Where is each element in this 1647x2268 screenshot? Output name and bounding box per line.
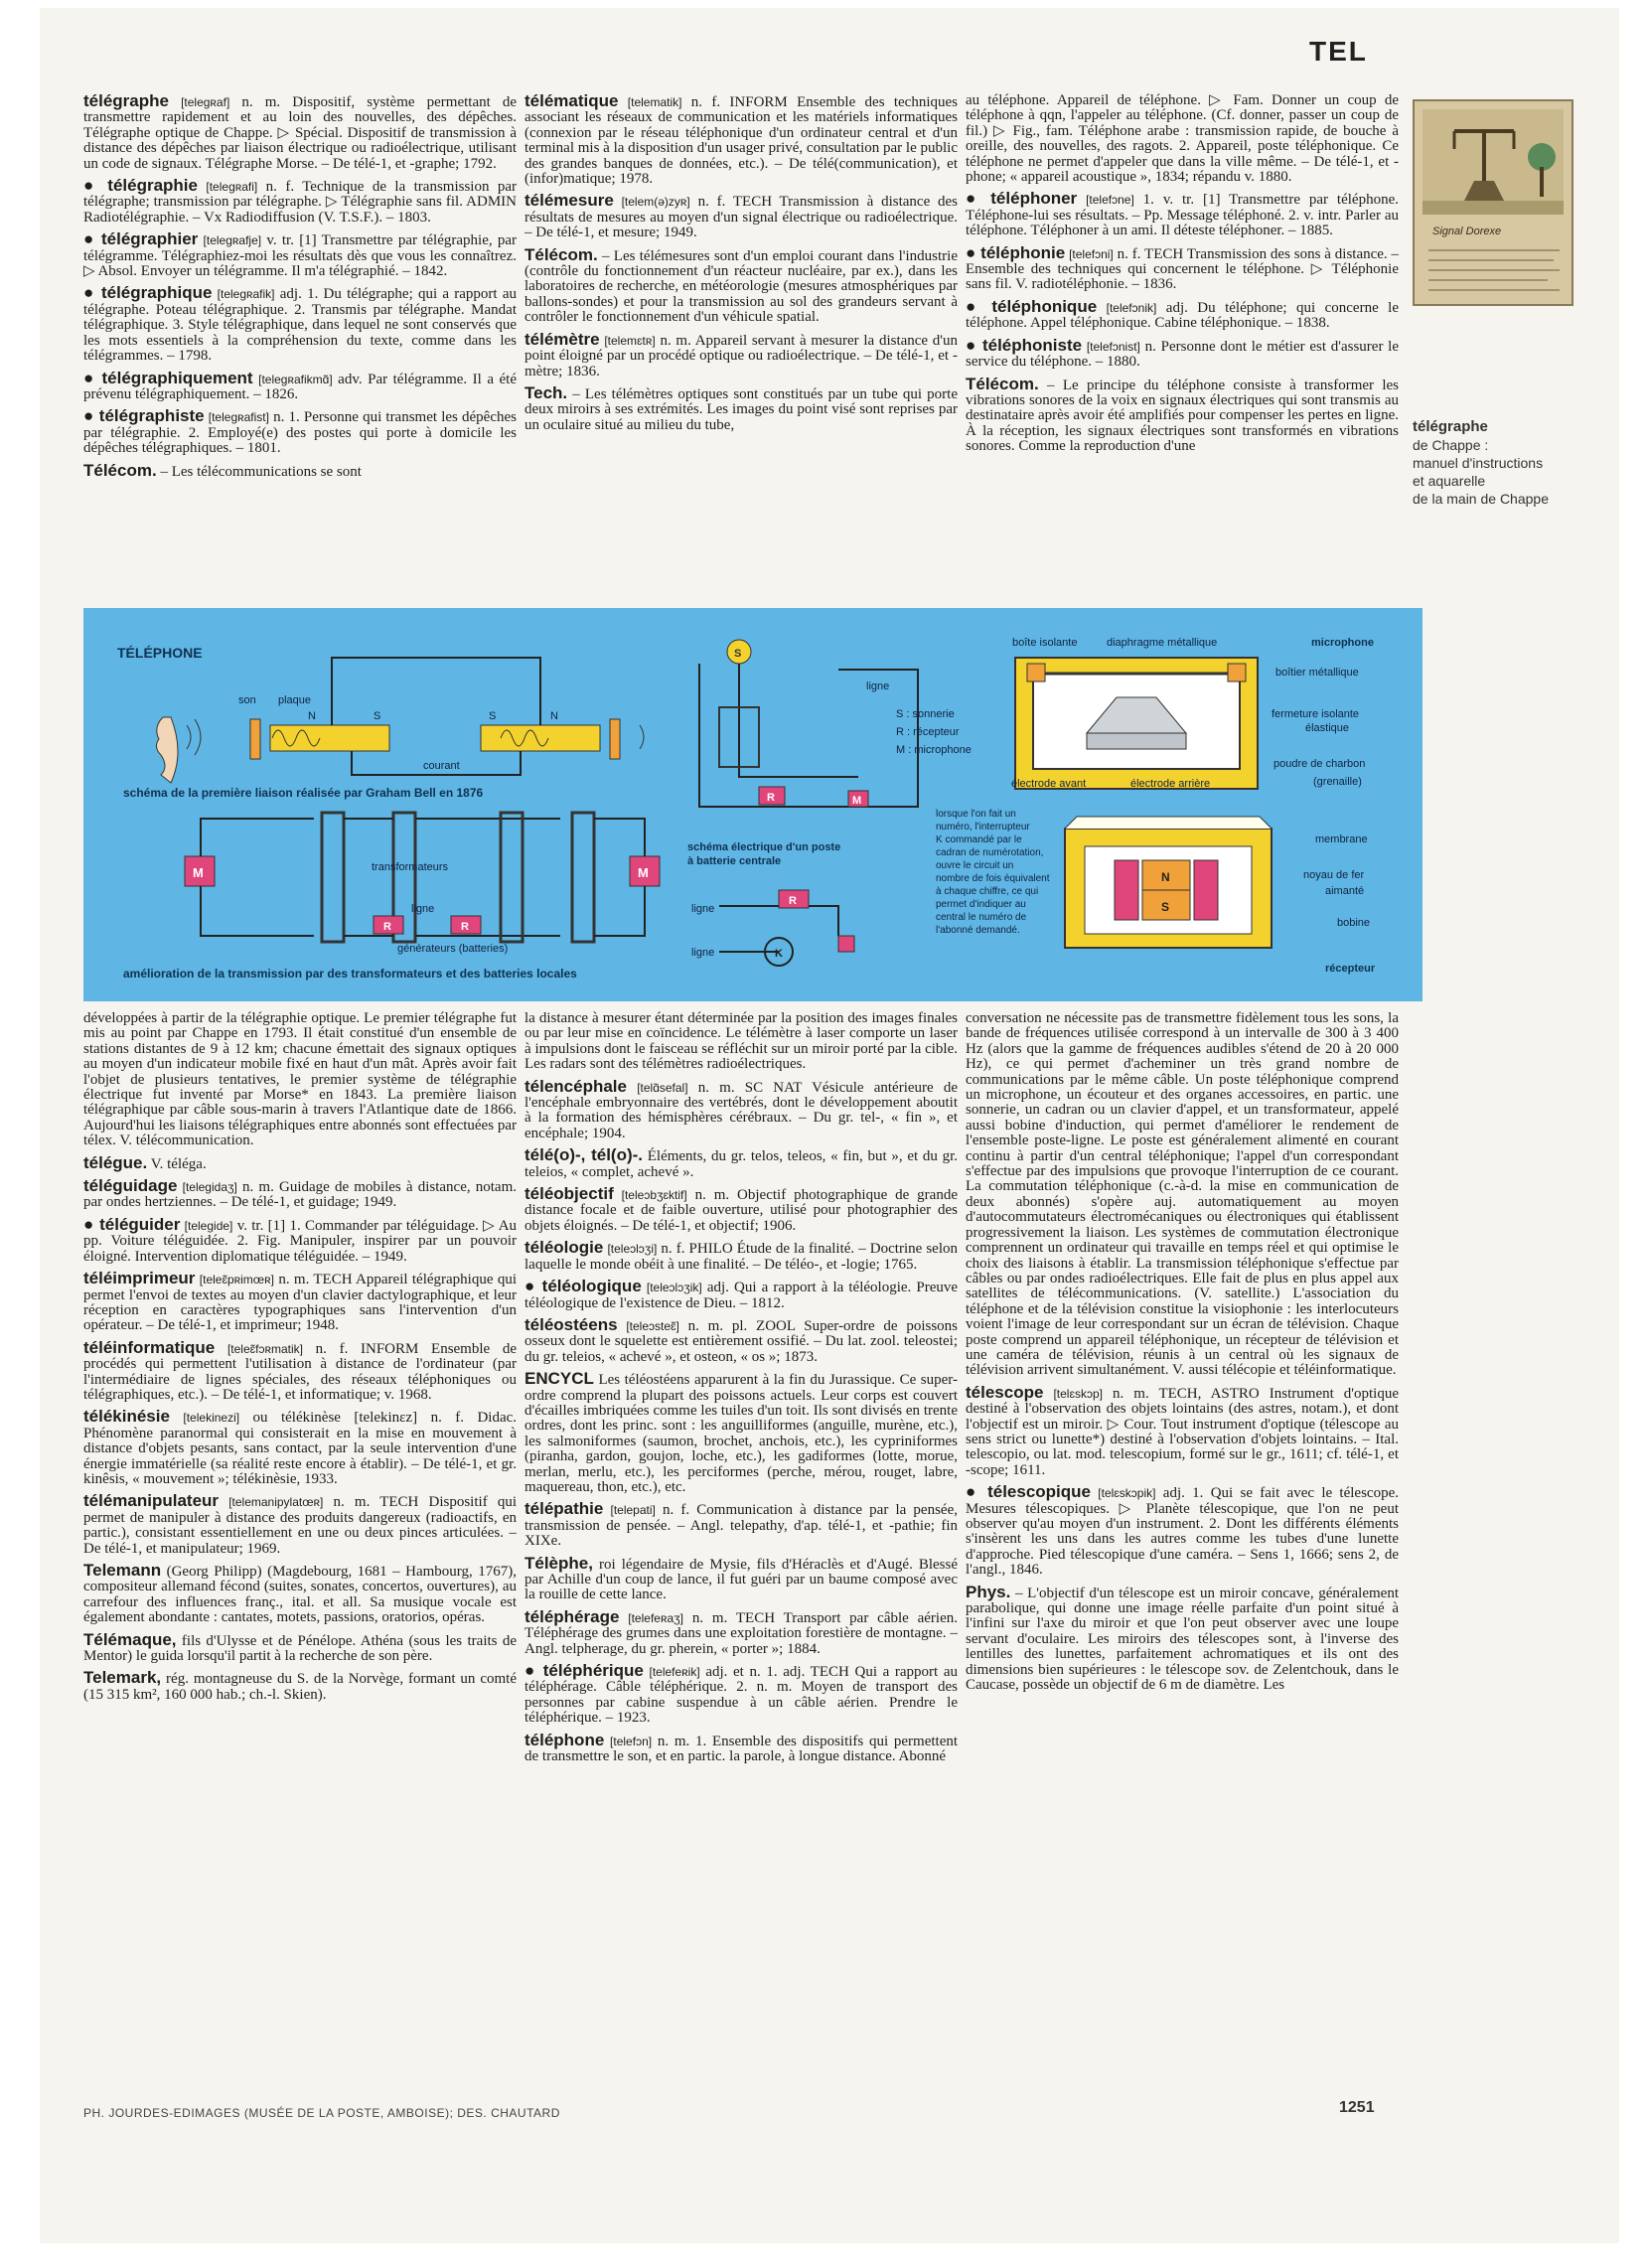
entry-headword: ● télégraphie: [83, 176, 198, 196]
entry-headword: téléostéens: [524, 1314, 618, 1334]
dictionary-entry: [83, 1152, 517, 1172]
entry-definition: – Le principe du téléphone consiste à transformer les vibrations sonores de la voix en signaux électriques qui sont transmis au destinataire après avoir été amplifiés pour compenser les pertes en ligne. À la réception, les signaux électriques sont transformés en vibrations sonores. Comme la reproduction d'une: [966, 377, 1399, 455]
mic-right: M: [638, 865, 649, 880]
dictionary-entry: [524, 1371, 958, 1495]
entry-definition: n. f. Technique de la transmission par télégraphe; transmission par télégraphe. ▷ Télégraphie sans fil. ADMIN Radiotélégraphie. – Vx Radiodiffusion (V. T.S.F.). – 1803.: [83, 179, 517, 226]
dictionary-entry: [524, 1076, 958, 1142]
entry-definition: n. m. Objectif photographique de grande distance focale et de faible ouverture, utilisé pour photographier des objets éloignés. – De télé-1, et objectif; 1906.: [524, 1187, 958, 1234]
text-column-5: [524, 1011, 958, 2064]
entry-headword: Phys.: [966, 1582, 1011, 1601]
label-fermeture-1: fermeture isolante: [1272, 708, 1360, 720]
text-column-6: [966, 1011, 1399, 2064]
entry-headword: ● télescopique: [966, 1482, 1091, 1502]
entry-headword: télégue.: [83, 1152, 148, 1172]
entry-definition: adj. 1. Qui se fait avec le télescope. Mesures télescopiques. ▷ Planète télescopique, que l'on ne peut observer qu'au moyen d'un instrument. 2. Dont les différents éléments s'insèrent les uns dans les autres comme les tubes d'une lunette d'approche. Pied télescopique d'une caméra. – Sens 1, 1666; sens 2, de l'angl., 1846.: [966, 1485, 1399, 1579]
caption-bell: schéma de la première liaison réalisée par Graham Bell en 1876: [123, 786, 484, 800]
label-electrode-arriere: électrode arrière: [1130, 778, 1211, 790]
text-column-4: [83, 1011, 517, 2064]
label-s1: S: [374, 710, 381, 722]
legend-r: R : récepteur: [896, 726, 960, 738]
label-recepteur: récepteur: [1325, 963, 1376, 975]
caption-central: schéma électrique d'un poste à batterie centrale: [687, 841, 841, 867]
entry-phonetic: [teleɛ̃fɔʀmatik]: [226, 1341, 303, 1356]
dictionary-entry: [524, 1314, 958, 1365]
label-n1: N: [308, 710, 316, 722]
entry-headword: téléimprimeur: [83, 1269, 196, 1288]
label-poudre-2: (grenaille): [1313, 776, 1362, 788]
entry-headword: téléologie: [524, 1238, 604, 1258]
dictionary-entry: [83, 1178, 517, 1211]
legend-m: M : microphone: [896, 744, 972, 756]
entry-definition: Les téléostéens apparurent à la fin du Jurassique. Ce super-ordre comprend la plupart des poissons actuels. Leur corps est couvert d'écailles imbriquées comme les tuiles d'un toit. Ils sont divisés en trente ordres, dont les princ. sont : les anguilliformes (anguille, murène, etc.), les salmoniformes (saumon, brochet, anchois, etc.), les cypriniformes (piranha, gardon, goujon, loche, etc.), les gadiformes (lotte, morue, merlan, merlu, etc.), les perciformes (perche, mérou, rouget, labre, maquereau, thon, etc.), etc.: [524, 1372, 958, 1495]
entry-headword: téléobjectif: [524, 1184, 614, 1204]
entry-definition: la distance à mesurer étant déterminée par la position des images finales ou par leur mise en coïncidence. Le télémètre à laser comporte un laser à impulsions dont le faisceau se réfléchit sur un miroir porté par la cible. Les radars sont des télémètres radioélectriques.: [524, 1011, 958, 1073]
entry-definition: – Les télécommunications se sont: [160, 463, 362, 480]
running-head: TEL: [1309, 36, 1368, 67]
entry-headword: téléguidage: [83, 1176, 178, 1196]
switch-k: K: [775, 948, 783, 960]
entry-definition: (Georg Philipp) (Magdebourg, 1681 – Hambourg, 1767), compositeur allemand fécond (suites, sonates, concertos, ouvertures), au carrefour des influences franç., ital. et all. Sa musique vocale est également abondante : cantates, motets, passions, oratorios, opéras.: [83, 1564, 517, 1626]
dictionary-entry: [966, 374, 1399, 455]
entry-definition: adj. 1. Du télégraphe; qui a rapport au télégraphe. Poteau télégraphique. 2. Transmis par télégraphe. Mandat télégraphique. 3. Style télégraphique, dans lequel ne sont conservés que les mots essentiels à la compréhension du texte, comme dans les télégrammes. – 1798.: [83, 286, 517, 365]
text-column-1: [83, 93, 517, 600]
entry-headword: Télécom.: [83, 460, 157, 480]
dictionary-entry: [83, 1409, 517, 1487]
entry-headword: Télémaque,: [83, 1629, 177, 1649]
entry-phonetic: [telefeʀik]: [649, 1665, 700, 1680]
caption-line: manuel d'instructions: [1413, 455, 1544, 471]
dictionary-entry: [524, 1186, 958, 1234]
dictionary-entry: [83, 285, 517, 364]
receiver-mid-2: R: [789, 895, 797, 907]
dictionary-entry: [524, 193, 958, 240]
label-fermeture-2: élastique: [1305, 722, 1350, 734]
telephone-diagram: [83, 608, 1422, 1001]
entry-definition: n. m. TECH Dispositif qui permet de manipuler à distance des produits dangereux (radioactifs, en partic.), consistant essentiellement en une ou deux pinces articulées. – De télé-1, et manipulateur; 1969.: [83, 1494, 517, 1557]
entry-phonetic: [telɑ̃sefal]: [637, 1080, 688, 1095]
entry-definition: adj. Qui a rapport à la téléologie. Preuve téléologique de l'existence de Dieu. – 1812.: [524, 1280, 958, 1311]
dictionary-entry: [83, 1563, 517, 1626]
entry-definition: au téléphone. Appareil de téléphone. ▷ Fam. Donner un coup de téléphone à qqn, l'appeler au téléphone. (Cf. donner, passer un coup de fil.) ▷ Fig., fam. Téléphone arabe : transmission rapide, de bouche à oreille, des nouvelles, des ragots. 2. Appareil, poste téléphonique. Ce téléphone ne permet d'appeler que dans la ville même. – De télé-1, et -phone; « appareil acoustique », 1834; répandu v. 1880.: [966, 93, 1399, 186]
label-electrode-avant: électrode avant: [1011, 778, 1087, 790]
entry-headword: télé(o)-, tél(o)-.: [524, 1145, 644, 1165]
entry-phonetic: [telegʀafje]: [203, 233, 262, 248]
entry-headword: Télécom.: [966, 374, 1039, 393]
entry-headword: téléinformatique: [83, 1337, 216, 1357]
entry-phonetic: [telegʀaf]: [181, 95, 230, 109]
entry-headword: ● téléphérique: [524, 1661, 644, 1681]
dictionary-entry: [524, 1606, 958, 1657]
entry-definition: V. téléga.: [150, 1155, 207, 1172]
entry-definition: – L'objectif d'un télescope est un miroir concave, généralement parabolique, qui donne une image réelle parfaite d'un point situé à l'infini sur l'axe du miroir et que l'on peut observer avec une loupe servant d'oculaire. Les miroirs des télescopes sont, à l'inverse des lentilles des lunettes, parfaitement achromatiques et ils ont des dimensions bien supérieures : le télescope sov. de Zelentchouk, dans le Caucase, possède un objectif de 6 m de diamètre. Les: [966, 1585, 1399, 1694]
entry-headword: ● télégraphique: [83, 283, 213, 303]
entry-definition: adv. Par télégramme. Il a été prévenu télégraphiquement. – 1826.: [83, 371, 517, 402]
dictionary-page: [40, 8, 1619, 2243]
entry-phonetic: [telegʀafist]: [208, 410, 269, 425]
dictionary-entry: [524, 1011, 958, 1073]
dictionary-entry: [966, 93, 1399, 185]
label-ligne-mid: ligne: [866, 680, 890, 692]
caption-line: de Chappe :: [1413, 437, 1489, 453]
entry-definition: n. m. pl. ZOOL Super-ordre de poissons osseux dont le squelette est entièrement ossifié. – Du lat. zool. teleostei; du gr. teleios, « achevé », et osteon, « os »; 1873.: [524, 1317, 958, 1365]
entry-headword: Télécom.: [524, 244, 598, 264]
magnet-s: S: [1161, 900, 1170, 914]
entry-headword: ● téléologique: [524, 1277, 642, 1296]
entry-phonetic: [telegʀafikmɑ̃]: [258, 372, 333, 386]
dictionary-entry: [966, 242, 1399, 293]
entry-phonetic: [telefɔni]: [1069, 246, 1114, 261]
entry-phonetic: [telemanipylatœʀ]: [228, 1495, 324, 1510]
bell-s: S: [734, 648, 742, 660]
dictionary-entry: [966, 335, 1399, 371]
dictionary-entry: [966, 1484, 1399, 1578]
entry-phonetic: [teleɛ̃pʀimœʀ]: [199, 1273, 274, 1287]
entry-headword: téléphone: [524, 1730, 605, 1749]
entry-headword: télématique: [524, 93, 619, 110]
entry-definition: n. m. Appareil servant à mesurer la distance d'un point éloigné par un procédé optique ou radioélectrique. – De télé-1, et -mètre; 1836.: [524, 332, 958, 379]
caption-title: télégraphe: [1413, 418, 1488, 435]
label-bobine: bobine: [1337, 917, 1371, 929]
dictionary-entry: [83, 408, 517, 456]
mic-mid: M: [852, 795, 862, 807]
label-n2: N: [550, 710, 558, 722]
dictionary-entry: [83, 93, 517, 172]
entry-phonetic: [telegidaʒ]: [182, 1180, 237, 1195]
dictionary-entry: [524, 329, 958, 379]
dictionary-entry: [524, 1501, 958, 1549]
entry-headword: télémesure: [524, 191, 614, 211]
figure-caption: [1413, 417, 1601, 508]
dictionary-entry: [83, 1011, 517, 1149]
entry-definition: n. m. Guidage de mobiles à distance, notam. par ondes hertziennes. – De télé-1, et guidage; 1949.: [83, 1179, 517, 1211]
entry-definition: rég. montagneuse du S. de la Norvège, formant un comté (15 315 km², 160 000 hab.; ch.-l. Skien).: [83, 1671, 517, 1703]
entry-definition: n. m. Dispositif, système permettant de transmettre rapidement et au loin des nouvelles, des dépêches. Télégraphe optique de Chappe. ▷ Spécial. Dispositif de transmission à distance des dépêches par liaison électrique ou radioélectrique, utilisant un code de signaux. Télégraphe Morse. – De télé-1, et -graphe; 1792.: [83, 94, 517, 172]
entry-phonetic: [telɛskɔpik]: [1098, 1486, 1156, 1501]
entry-headword: ENCYCL: [524, 1369, 594, 1389]
dictionary-entry: [966, 1011, 1399, 1379]
entry-phonetic: [telepati]: [610, 1503, 656, 1518]
entry-definition: ou télékinèse [telekinɛz] n. f. Didac. Phénomène paranormal qui consisterait en la mise en mouvement à distance d'objets pesants, sans contact, par la seule intervention d'une énergie immatérielle (sa réalité reste encore à établir). – De télé-1, et gr. kinêsis, « mouvement »; télékinèsie, 1933.: [83, 1410, 517, 1487]
label-membrane: membrane: [1315, 833, 1368, 845]
dictionary-entry: [524, 1663, 958, 1727]
entry-definition: n. f. TECH Transmission à distance des résultats de mesures au moyen d'un signal électrique ou radioélectrique. – De télé-1, et mesure; 1949.: [524, 194, 958, 241]
diagram-title: TÉLÉPHONE: [117, 645, 203, 661]
receiver-left: R: [383, 921, 391, 933]
label-diaphragme: diaphragme métallique: [1107, 637, 1218, 649]
entry-phonetic: [telegʀafi]: [206, 180, 258, 195]
entry-definition: développées à partir de la télégraphie optique. Le premier télégraphe fut mis au point par Chappe en 1793. Il était constitué d'un ensemble de stations distantes de 9 à 12 km; chacune émettait des signaux optiques au moyen d'un indicateur mobile fixé en haut d'un mât. Après avoir fait l'objet de plusieurs tentatives, le premier système de télégraphie électrique fut inventé par Morse* en 1843. La première liaison télégraphique par câble sous-marin à travers l'Atlantique date de 1866. Aujourd'hui les liaisons télégraphiques entre abonnés sont effectuées par télex. V. télécommunication.: [83, 1011, 517, 1149]
label-boite: boîte isolante: [1012, 637, 1078, 649]
label-transformateurs: transformateurs: [372, 861, 449, 873]
entry-phonetic: [telefɔnik]: [1106, 300, 1157, 315]
dictionary-entry: [966, 1582, 1399, 1694]
text-column-3: [966, 93, 1399, 600]
entry-headword: Telemann: [83, 1561, 162, 1580]
entry-phonetic: [telefɔnist]: [1086, 339, 1140, 354]
entry-headword: ● téléphonie: [966, 242, 1066, 262]
receiver-mid: R: [767, 792, 775, 804]
dictionary-entry: [966, 191, 1399, 238]
label-noyau-2: aimanté: [1325, 885, 1365, 897]
label-son: son: [238, 694, 256, 706]
entry-headword: Tech.: [524, 382, 568, 402]
caption-line: de la main de Chappe: [1413, 491, 1549, 507]
entry-definition: n. f. PHILO Étude de la finalité. – Doctrine selon laquelle le monde obéit à une finalité. – De téléo-, et -logie; 1765.: [524, 1241, 958, 1273]
label-microphone: microphone: [1311, 637, 1374, 649]
dictionary-entry: [524, 1147, 958, 1180]
entry-phonetic: [telefeʀaʒ]: [628, 1610, 683, 1625]
dictionary-entry: [524, 382, 958, 433]
entry-phonetic: [telematik]: [627, 95, 682, 109]
entry-definition: n. m. TECH Transport par câble aérien. Téléphérage des grumes dans une exploitation forestière de montagne. – Angl. telpherage, du gr. pherein, « porter »; 1884.: [524, 1609, 958, 1657]
entry-definition: n. m. SC NAT Vésicule antérieure de l'encéphale embryonnaire des vertébrés, dont le développement aboutit à la formation des hémisphères cérébraux. – Du gr. tel-, « fin », et encéphale; 1904.: [524, 1079, 958, 1141]
label-ligne-b: ligne: [691, 947, 715, 959]
entry-headword: ● télégraphiste: [83, 406, 205, 426]
chappe-manuscript-image: [1413, 99, 1573, 306]
entry-headword: télencéphale: [524, 1076, 627, 1096]
entry-headword: télépathie: [524, 1499, 604, 1519]
dictionary-entry: [524, 1730, 958, 1765]
entry-definition: n. 1. Personne qui transmet les dépêches par télégraphie. 2. Employé(e) des postes qui porte à domicile les dépêches télégraphiques. – 1801.: [83, 409, 517, 457]
entry-phonetic: [telegʀafik]: [217, 287, 275, 302]
label-generateurs: générateurs (batteries): [397, 943, 509, 955]
entry-headword: ● téléphonique: [966, 296, 1098, 316]
text-column-2: [524, 93, 958, 600]
dictionary-entry: [83, 178, 517, 226]
entry-phonetic: [telefɔne]: [1086, 193, 1134, 208]
entry-phonetic: [telefɔn]: [610, 1734, 653, 1748]
entry-definition: n. m. TECH, ASTRO Instrument d'optique destiné à l'observation des objets lointains (des astres, notam.), et dont l'objectif est un miroir. ▷ Cour. Tout instrument d'optique (télescope au sens strict ou lunette*) destiné à l'observation d'objets lointains. – Ital. telescopio, ou lat. mod. telescopium, formé sur le gr., 1611; cf. télé-1, et -scope; 1611.: [966, 1385, 1399, 1478]
label-poudre-1: poudre de charbon: [1273, 758, 1366, 770]
label-ligne-a: ligne: [691, 903, 715, 915]
page-number: 1251: [1339, 2099, 1375, 2116]
entry-headword: ● téléphoner: [966, 189, 1078, 209]
dictionary-entry: [83, 231, 517, 279]
dictionary-entry: [83, 1337, 517, 1404]
label-noyau-1: noyau de fer: [1303, 869, 1365, 881]
receiver-right: R: [461, 921, 469, 933]
inscription: Signal Dorexe: [1432, 226, 1502, 237]
dictionary-entry: [83, 1629, 517, 1665]
entry-definition: – Les télémesures sont d'un emploi courant dans l'industrie (contrôle du fonctionnement d'un réacteur nucléaire, par ex.), dans les laboratoires de recherche, en météorologie (mesures atmosphériques par ballons-sondes) et pour la transmission au sol des grandeurs servant à contrôler le fonctionnement d'un véhicule spatial.: [524, 247, 958, 326]
entry-phonetic: [telegide]: [184, 1218, 233, 1233]
entry-definition: 1. v. tr. [1] Transmettre par téléphone. Téléphone-lui ses résultats. – Pp. Message téléphoné. 2. v. intr. Parler au téléphone. Téléphoner à un ami. Il déteste téléphoner. – 1885.: [966, 192, 1399, 239]
mic-left: M: [193, 865, 204, 880]
entry-headword: ● téléphoniste: [966, 335, 1083, 355]
entry-headword: Télèphe,: [524, 1553, 593, 1573]
entry-phonetic: [telem(ə)zyʀ]: [621, 195, 690, 210]
entry-phonetic: [teleɔsteɛ̃]: [626, 1318, 679, 1333]
dial-note: lorsque l'on fait un numéro, l'interrupteur K commandé par le cadran de numérotation, ouvre le circuit un nombre de fois équivalent à chaque chiffre, ce qui permet d'indiquer au central le numéro de l'abonné demandé.: [936, 809, 1050, 936]
entry-definition: adj. Du téléphone; qui concerne le téléphone. Appel téléphonique. Cabine téléphonique. – 1838.: [966, 299, 1399, 332]
entry-phonetic: [telemɛtʀ]: [604, 333, 656, 348]
entry-headword: téléphérage: [524, 1606, 620, 1626]
dictionary-entry: [524, 93, 958, 187]
entry-definition: v. tr. [1] 1. Commander par téléguidage. ▷ Au pp. Voiture téléguidée. 2. Fig. Manipuler, inspirer par un pouvoir éloigné. Intervention diplomatique téléguidée. – 1949.: [83, 1217, 517, 1265]
entry-headword: télémanipulateur: [83, 1491, 220, 1511]
label-s2: S: [489, 710, 497, 722]
dictionary-entry: [524, 244, 958, 326]
entry-headword: ● téléguider: [83, 1214, 181, 1234]
entry-definition: n. f. TECH Transmission des sons à distance. – Ensemble des techniques qui concernent le téléphone. ▷ Téléphonie sans fil. V. radiotéléphonie. – 1836.: [966, 245, 1399, 293]
entry-phonetic: [teleɔbʒɛktif]: [621, 1188, 687, 1203]
entry-definition: adj. et n. 1. adj. TECH Qui a rapport au téléphérage. Câble téléphérique. 2. n. m. Moyen de transport des personnes par cabine suspendue à un câble aérien. Prendre le téléphérique. – 1923.: [524, 1664, 958, 1727]
entry-definition: conversation ne nécessite pas de transmettre fidèlement tous les sons, la bande de fréquences utilisée correspond à un intervalle de 300 à 3 400 Hz (alors que la gamme de fréquences audibles s'étend de 20 à 20 000 Hz), ce qui permet d'acheminer un très grand nombre de communications par le même câble. Un poste téléphonique comprend un microphone, un écouteur et des organes accessoires, en partic. une sonnerie, un cadran ou un clavier d'appel, et un transformateur, appelé aussi bobine d'induction, qui permet d'améliorer le rendement de l'ensemble poste-ligne. Le poste est généralement alimenté en courant continu à partir d'un central téléphonique; l'appel d'un correspondant s'effectue par des impulsions que provoque l'interruption de ce courant. La commutation téléphonique (c.-à-d. la mise en communication de deux abonnés) s'opère auj. automatiquement au moyen d'autocommutateurs électromécaniques ou électroniques qui établissent progressivement la liaison. Les systèmes de commutation électronique comprennent un ordinateur qui travaille en temps réel et qui optimise le choix des liaisons à établir. La transmission téléphonique s'effectue par câbles ou par ondes radioélectriques. Elle fait de plus en plus appel aux satellites de télécommunications. (V. satellite.) L'association du téléphone et de la télévision constitue la visiophonie : les interlocuteurs voient l'image de leur correspondant sur un écran de télévision. Chaque poste comprend un appareil téléphonique, un récepteur de télévision et une caméra de télévision, réunis à un central où les signaux de télévision arrivent simultanément. V. aussi télécopie et téléinformatique.: [966, 1011, 1399, 1379]
dictionary-entry: [524, 1279, 958, 1311]
entry-headword: télékinésie: [83, 1407, 170, 1427]
entry-definition: n. f. INFORM Ensemble de procédés qui permettent l'utilisation à distance de l'ordinateur (par l'intermédiaire de lignes spéciales, des réseaux téléphoniques ou télégraphiques, etc.). – De télé-1, et informatique; v. 1968.: [83, 1340, 517, 1403]
entry-definition: Éléments, du gr. telos, teleos, « fin, but », et du gr. teleios, « complet, achevé ».: [524, 1148, 958, 1180]
legend-s: S : sonnerie: [896, 708, 955, 720]
dictionary-entry: [966, 1382, 1399, 1478]
entry-definition: roi légendaire de Mysie, fils d'Héraclès et d'Augé. Blessé par Achille d'un coup de lance, il fut guéri par un baume composé avec la rouille de cette lance.: [524, 1556, 958, 1603]
label-boitier: boîtier métallique: [1275, 667, 1359, 679]
entry-definition: n. f. Communication à distance par la pensée, transmission de pensée. – Angl. telepathy, d'ap. télé-1, et -pathie; fin XIXe.: [524, 1502, 958, 1550]
entry-headword: télémètre: [524, 329, 600, 349]
entry-definition: n. f. INFORM Ensemble des techniques associant les réseaux de communication et les matériels informatiques (connexion par le réseau téléphonique d'un ordinateur central et d'un terminal mis à la disposition d'un usager privé, consultation par le public des grandes banques de données, etc.). – De télé(communication), et (infor)matique; 1978.: [524, 94, 958, 188]
entry-headword: ● télégraphiquement: [83, 368, 253, 387]
caption-transformers: amélioration de la transmission par des transformateurs et des batteries locales: [123, 967, 577, 981]
entry-headword: Telemark,: [83, 1668, 162, 1688]
entry-phonetic: [teleɔlɔʒik]: [646, 1281, 702, 1295]
dictionary-entry: [83, 1670, 517, 1703]
chappe-watercolor: [1415, 101, 1572, 304]
entry-definition: n. m. 1. Ensemble des dispositifs qui permettent de transmettre le son, et en partic. la parole, à longue distance. Abonné: [524, 1733, 958, 1765]
entry-headword: télescope: [966, 1382, 1044, 1402]
entry-definition: n. Personne dont le métier est d'assurer le service du téléphone. – 1880.: [966, 338, 1399, 371]
label-courant: courant: [423, 760, 460, 772]
entry-definition: – Les télémètres optiques sont constitués par un tube qui porte deux miroirs à ses extrémités. Les images du point visé sont reprises par un oculaire situé au milieu du tube,: [524, 385, 958, 433]
label-ligne: ligne: [411, 903, 435, 915]
entry-headword: télégraphe: [83, 93, 169, 110]
entry-headword: ● télégraphier: [83, 229, 199, 249]
label-plaque: plaque: [278, 694, 312, 706]
dictionary-entry: [83, 460, 517, 480]
dictionary-entry: [83, 1271, 517, 1334]
entry-definition: n. m. TECH Appareil télégraphique qui permet l'envoi de textes au moyen d'un clavier dactylographique, et leur réception en caractères typographiques sans l'intervention d'un opérateur. – De télé-1, et imprimeur; 1948.: [83, 1272, 517, 1334]
dictionary-entry: [83, 368, 517, 403]
dictionary-entry: [524, 1240, 958, 1273]
dictionary-entry: [83, 1214, 517, 1265]
entry-definition: v. tr. [1] Transmettre par télégraphie, par télégramme. Télégraphiez-moi les résultats dès que vous les connaîtrez. ▷ Absol. Envoyer un télégramme. Il m'a télégraphié. – 1842.: [83, 232, 517, 280]
entry-phonetic: [telɛskɔp]: [1053, 1386, 1103, 1401]
entry-phonetic: [telekinezi]: [183, 1411, 240, 1426]
dictionary-entry: [966, 296, 1399, 332]
dictionary-entry: [524, 1553, 958, 1603]
entry-phonetic: [teleɔlɔʒi]: [607, 1242, 658, 1257]
photo-credit: PH. JOURDES-EDIMAGES (MUSÉE DE LA POSTE, AMBOISE); DES. CHAUTARD: [83, 2106, 560, 2120]
entry-definition: fils d'Ulysse et de Pénélope. Athéna (sous les traits de Mentor) le guida lorsqu'il partit à la recherche de son père.: [83, 1632, 517, 1665]
caption-line: et aquarelle: [1413, 473, 1486, 489]
dictionary-entry: [83, 1493, 517, 1557]
magnet-n: N: [1161, 870, 1170, 884]
